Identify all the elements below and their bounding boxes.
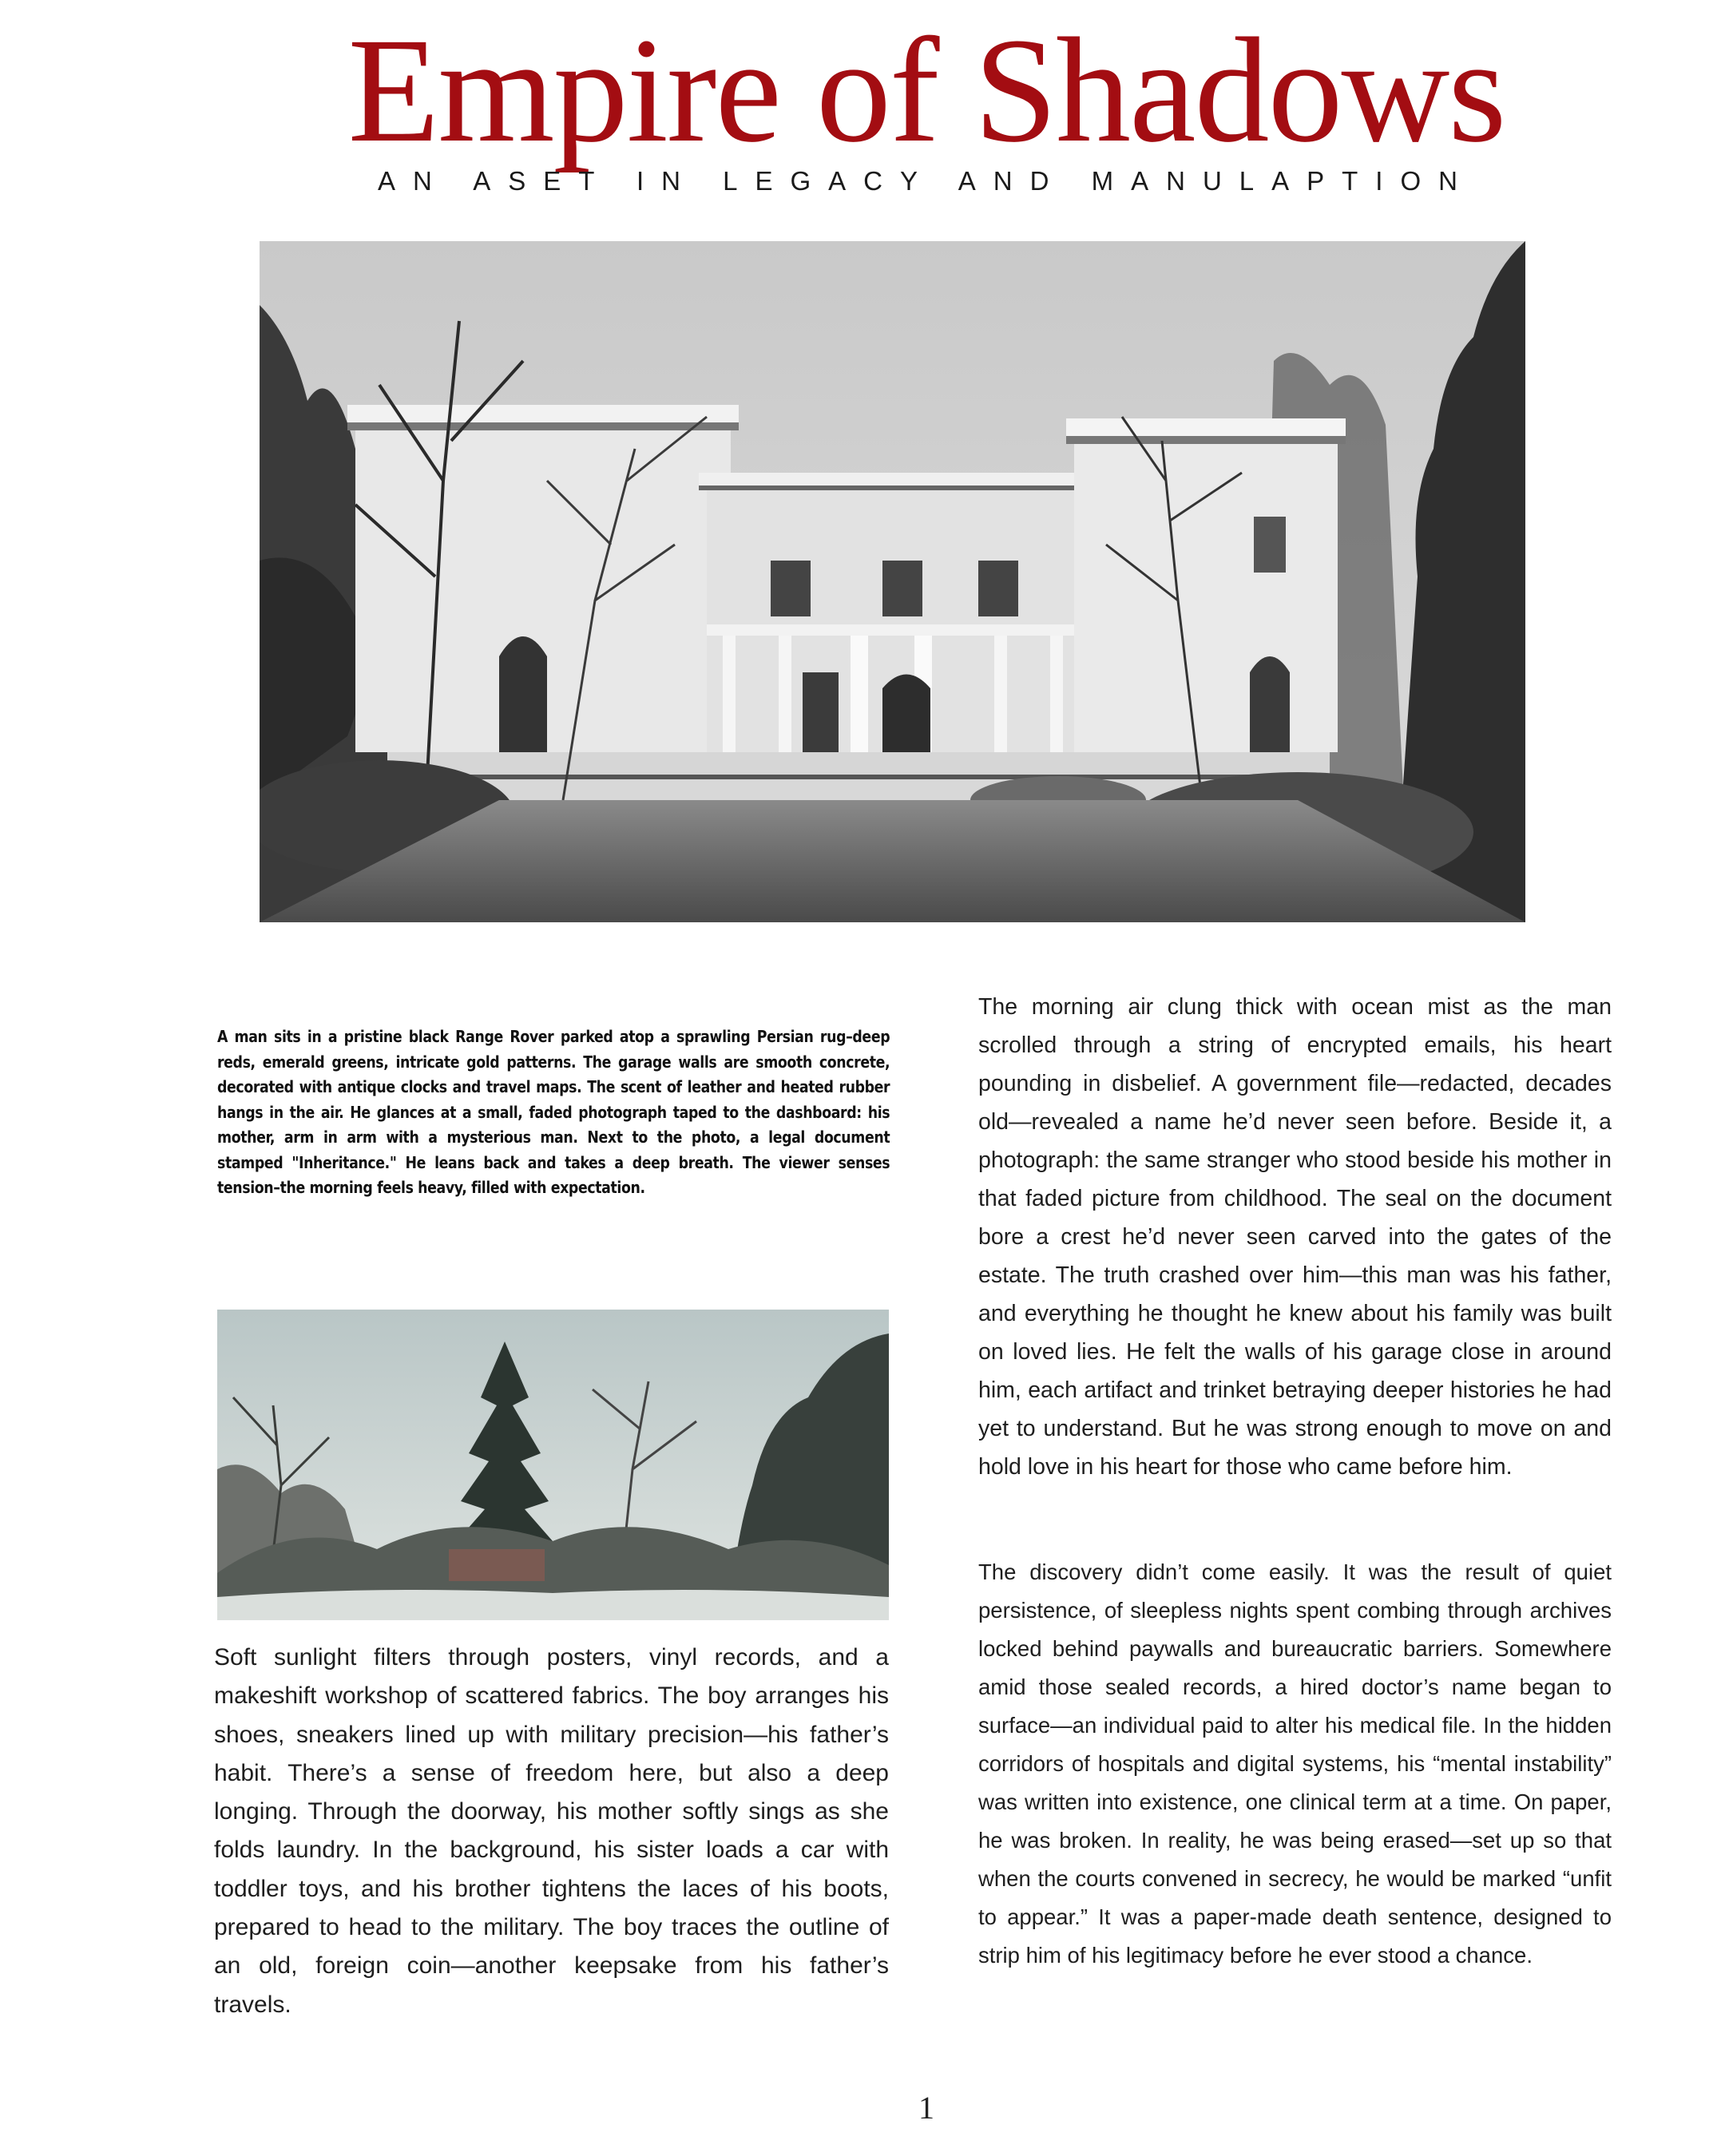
page-number: 1 bbox=[918, 2090, 934, 2126]
page-subtitle: AN ASET IN LEGACY AND MANULAPTION bbox=[378, 166, 1475, 196]
winter-trees-photo bbox=[217, 1310, 889, 1620]
image-caption: A man sits in a pristine black Range Rover parked atop a sprawling Persian rug–deep reds, emerald greens, intricate gold patterns. The garage walls are smooth concrete, decorated with antique clocks and travel maps. The scent of leather and heated rubber hangs in the air. He glances at a small, faded photograph taped to the dashboard: his mother, arm in arm with a mysterious man. Next to the photo, a legal document stamped "Inheritance." He leans back and takes a deep breath. The viewer senses tension–the morning feels heavy, filled with expectation. bbox=[217, 1027, 890, 1197]
right-paragraph-1: The morning air clung thick with ocean mist as the man scrolled through a string of encrypted emails, his heart pounding in disbelief. A government file—redacted, decades old—revealed a name he’d never seen before. Beside it, a photograph: the same stranger who stood beside his mother in that faded picture from childhood. The seal on the document bore a crest he’d never seen carved into the gates of the estate. The truth crashed over him—this man was his father, and everything he thought he knew about his family was built on loved lies. He felt the walls of his garage close in around him, each artifact and trinket betraying deeper histories he had yet to understand. But he was strong enough to move on and hold love in his heart for those who came before him. bbox=[978, 994, 1612, 1480]
page-title: Empire of Shadows bbox=[347, 6, 1505, 173]
left-paragraph: Soft sunlight filters through posters, vinyl records, and a makeshift workshop of scattered fabrics. The boy arranges his shoes, sneakers lined up with military precision—his father’s habit. There’s a sense of freedom here, but also a deep longing. Through the doorway, his mother softly sings as she folds laundry. In the background, his sister loads a car with toddler toys, and his brother tightens the laces of his boots, prepared to head to the military. The boy traces the outline of an old, foreign coin—another keepsake from his father’s travels. bbox=[214, 1644, 889, 2018]
mansion-photo bbox=[260, 241, 1525, 922]
right-paragraph-2: The discovery didn’t come easily. It was the result of quiet persistence, of sleepless nights spent combing through archives locked behind paywalls and bureaucratic barriers. Somewhere amid those sealed records, a hired doctor’s name began to surface—an individual paid to alter his medical file. In the hidden corridors of hospitals and digital systems, his “mental instability” was written into existence, one clinical term at a time. On paper, he was broken. In reality, he was being erased—set up so that when the courts convened in secrecy, he would be marked “unfit to appear.” It was a paper-made death sentence, designed to strip him of his legitimacy before he ever stood a chance. bbox=[978, 1560, 1612, 1968]
